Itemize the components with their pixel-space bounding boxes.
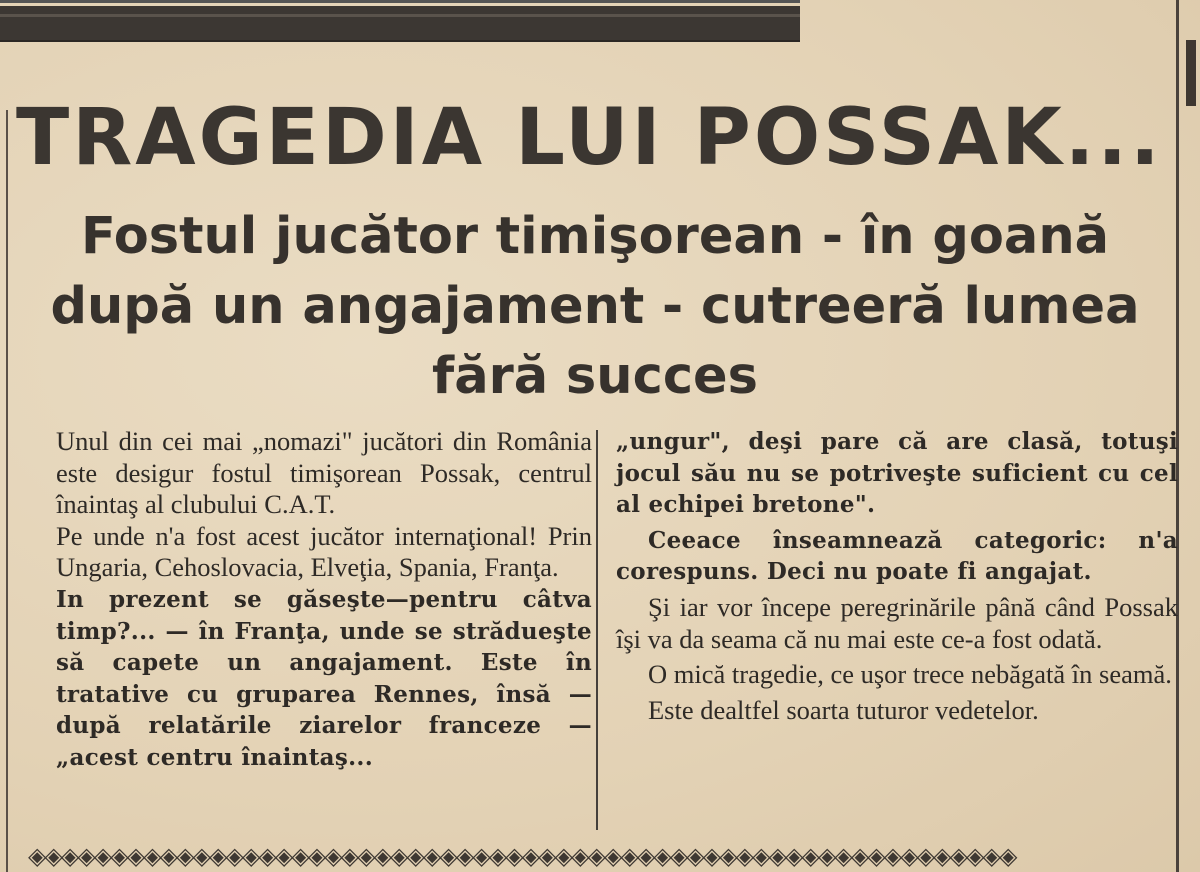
top-rule-bar bbox=[0, 6, 800, 42]
article-left-border bbox=[6, 110, 8, 872]
paragraph-bold: Ceeace înseamnează categoric: n'a corespuns. Deci nu poate fi angajat. bbox=[616, 526, 1178, 586]
headline: TRAGEDIA LUI POSSAK... bbox=[16, 93, 1163, 183]
paragraph: Unul din cei mai „nomazi" jucători din România este desigur fostul timişorean Possak, centrul înaintaş al clubului C.A.T. bbox=[56, 426, 592, 520]
column-divider bbox=[596, 430, 598, 830]
subheadline: Fostul jucător timişorean - în goană după un angajament - cutreeră lumea fără succes bbox=[50, 207, 1140, 406]
paragraph: Şi iar vor începe peregrinările până când Possak îşi va da seama că nu mai este ce-a fost odată. bbox=[616, 591, 1178, 654]
ornamental-border: ◈◈◈◈◈◈◈◈◈◈◈◈◈◈◈◈◈◈◈◈◈◈◈◈◈◈◈◈◈◈◈◈◈◈◈◈◈◈◈◈◈◈◈◈◈◈◈◈◈◈◈◈◈◈◈◈◈◈◈◈ bbox=[28, 842, 1016, 870]
paragraph: Pe unde n'a fost acest jucător internaţional! Prin Ungaria, Cehoslovacia, Elveţia, Spania, Franţa. bbox=[56, 520, 592, 583]
article-column-right bbox=[616, 426, 1178, 726]
paragraph: Este dealtfel soarta tuturor vedetelor. bbox=[648, 694, 1039, 725]
paragraph: O mică tragedie, ce uşor trece nebăgată în seamă. bbox=[648, 659, 1172, 690]
article-column-left bbox=[56, 426, 592, 774]
paragraph-bold: „ungur", deşi pare că are clasă, totuşi jocul său nu se potriveşte suficient cu cel al echipei bretone". bbox=[616, 428, 1178, 519]
paragraph-bold: In prezent se găseşte—pentru câtva timp?... — în Franţa, unde se strădueşte să capete un angajament. Este în tratative cu gruparea Rennes, însă — după relatările ziarelor franceze — „acest centru înaintaş... bbox=[56, 585, 592, 771]
top-border-line bbox=[0, 0, 800, 3]
adjacent-column-edge bbox=[1183, 0, 1200, 872]
